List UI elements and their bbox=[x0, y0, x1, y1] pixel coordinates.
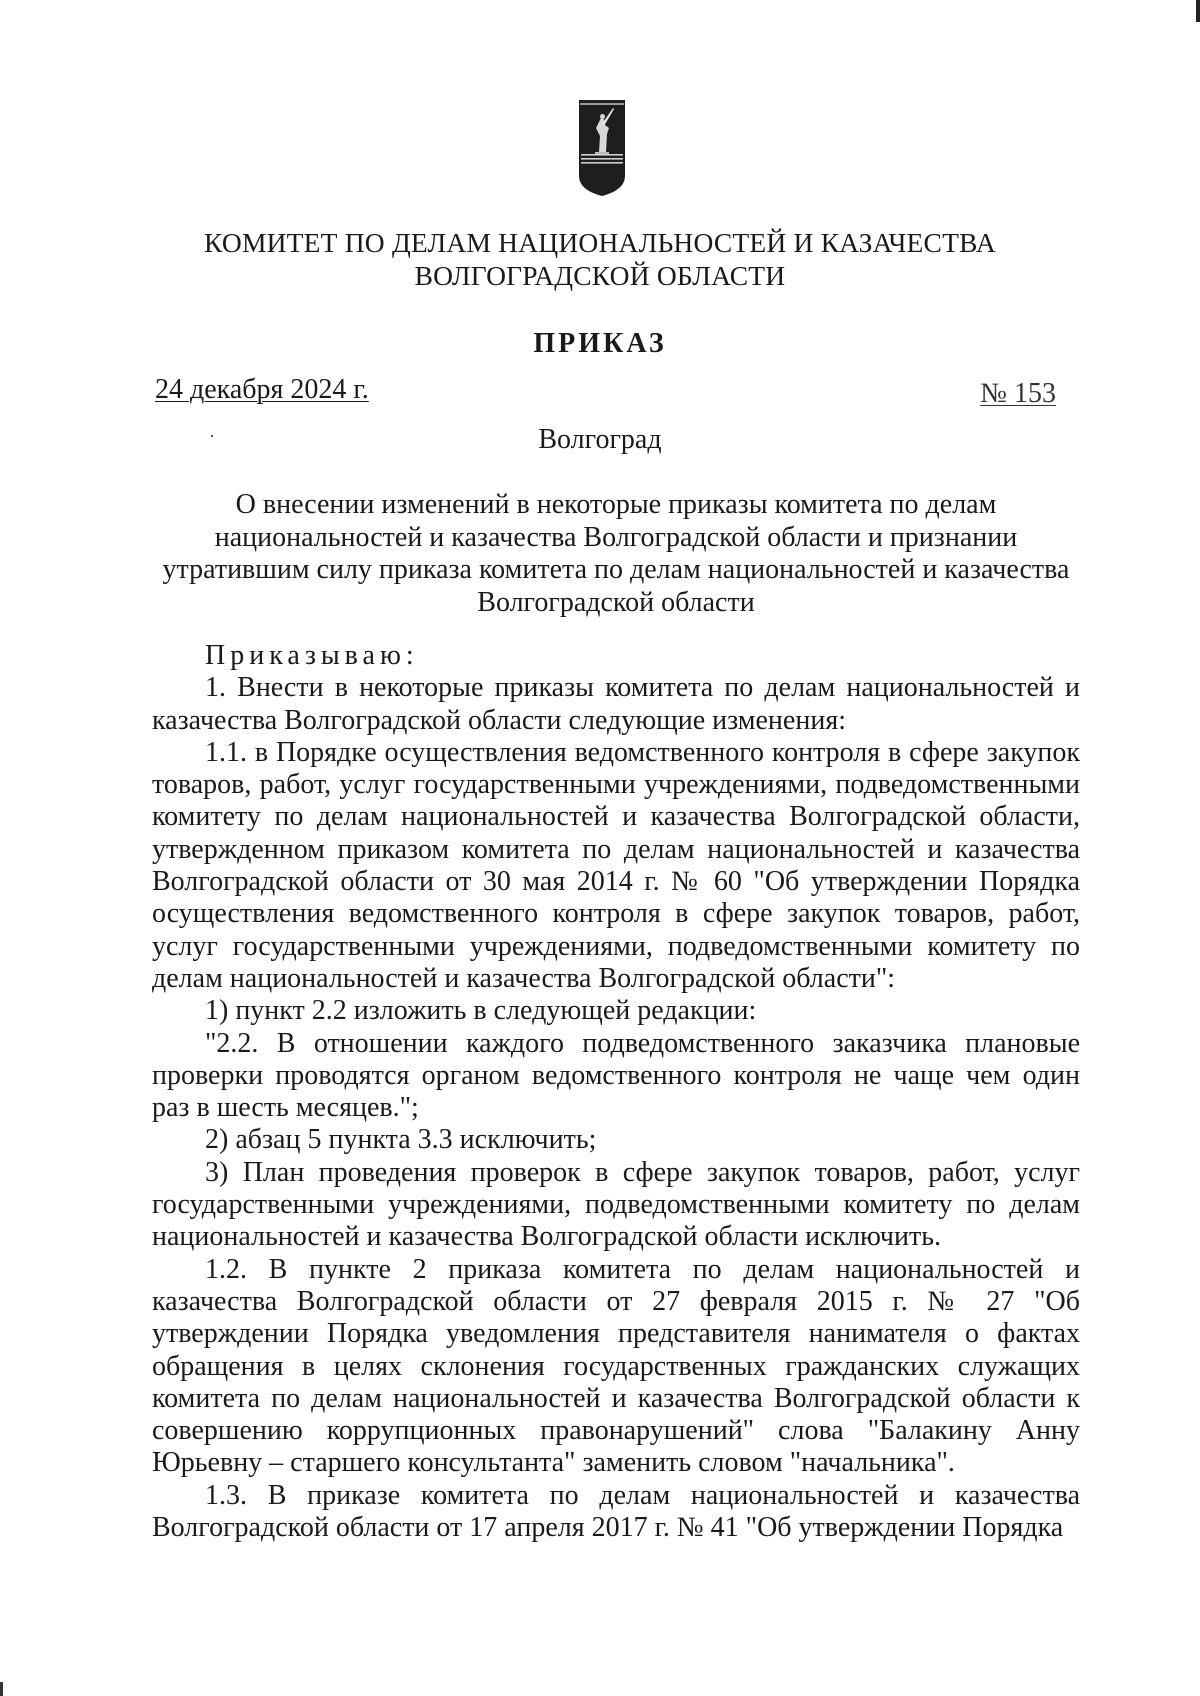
document-date: 24 декабря 2024 г. bbox=[155, 374, 369, 405]
document-city: Волгоград bbox=[538, 424, 662, 455]
scan-edge-mark-bottom bbox=[0, 1682, 3, 1696]
paragraph-1-1-item-2: 2) абзац 5 пункта 3.3 исключить; bbox=[205, 1124, 597, 1156]
paragraph-1-1: 1.1. в Порядке осуществления ведомственного контроля в сфере закупок товаров, работ, услуг государственными учреждениями, подведомственными комитету по делам национальностей и казачества Волгоградской области, утвержденном приказом комитета по делам национальностей и казачества Волгоградской области от 30 мая 2014 г. № 60 "Об утверждении Порядка осуществления ведомственного контроля в сфере закупок товаров, работ, услуг государственными учреждениями, подведомственными комитету по делам национальностей и казачества Волгоградской области": bbox=[152, 736, 1080, 994]
order-intro-text: Приказываю: bbox=[205, 640, 419, 671]
paragraph-1-1-item-1-quote: "2.2. В отношении каждого подведомственного заказчика плановые проверки проводятся органом ведомственного контроля не чаще чем один раз в шесть месяцев."; bbox=[152, 1027, 1080, 1124]
paragraph-1-2: 1.2. В пункте 2 приказа комитета по делам национальностей и казачества Волгоградской области от 27 февраля 2015 г. № 27 "Об утверждении Порядка уведомления представителя нанимателя о фактах обращения в целях склонения государственных гражданских служащих комитета по делам национальностей и казачества Волгоградской области к совершению коррупционных правонарушений" слова "Балакину Анну Юрьевну – старшего консультанта" заменить словом "начальника". bbox=[152, 1253, 1080, 1479]
document-subject: О внесении изменений в некоторые приказы комитета по делам национальностей и казачества Волгоградской области и признании утратившим силу приказа комитета по делам национальностей и казачества Волгоградской области bbox=[162, 489, 1070, 618]
paragraph-1: 1. Внести в некоторые приказы комитета по делам национальностей и казачества Волгоградской области следующие изменения: bbox=[152, 672, 1080, 736]
scan-edge-mark bbox=[1196, 0, 1200, 22]
paragraph-1-1-item-1: 1) пункт 2.2 изложить в следующей редакции: bbox=[205, 995, 757, 1027]
organization-name bbox=[0, 226, 1200, 292]
paragraph-1-1-item-3: 3) План проведения проверок в сфере закупок товаров, работ, услуг государственными учреждениями, подведомственными комитету по делам национальностей и казачества Волгоградской области исключить. bbox=[152, 1156, 1080, 1253]
document-body bbox=[152, 640, 1080, 1544]
document-type-title: ПРИКАЗ bbox=[533, 328, 667, 359]
organization-name-line-1: КОМИТЕТ ПО ДЕЛАМ НАЦИОНАЛЬНОСТЕЙ И КАЗАЧЕСТВА bbox=[204, 227, 996, 258]
paragraph-1-3: 1.3. В приказе комитета по делам национальностей и казачества Волгоградской области от 17 апреля 2017 г. № 41 "Об утверждении Порядка bbox=[152, 1479, 1080, 1544]
organization-name-line-2: ВОЛГОГРАДСКОЙ ОБЛАСТИ bbox=[414, 260, 786, 291]
volgograd-coat-of-arms-icon bbox=[577, 98, 627, 198]
order-intro bbox=[152, 640, 1080, 672]
document-number: № 153 bbox=[980, 378, 1056, 409]
